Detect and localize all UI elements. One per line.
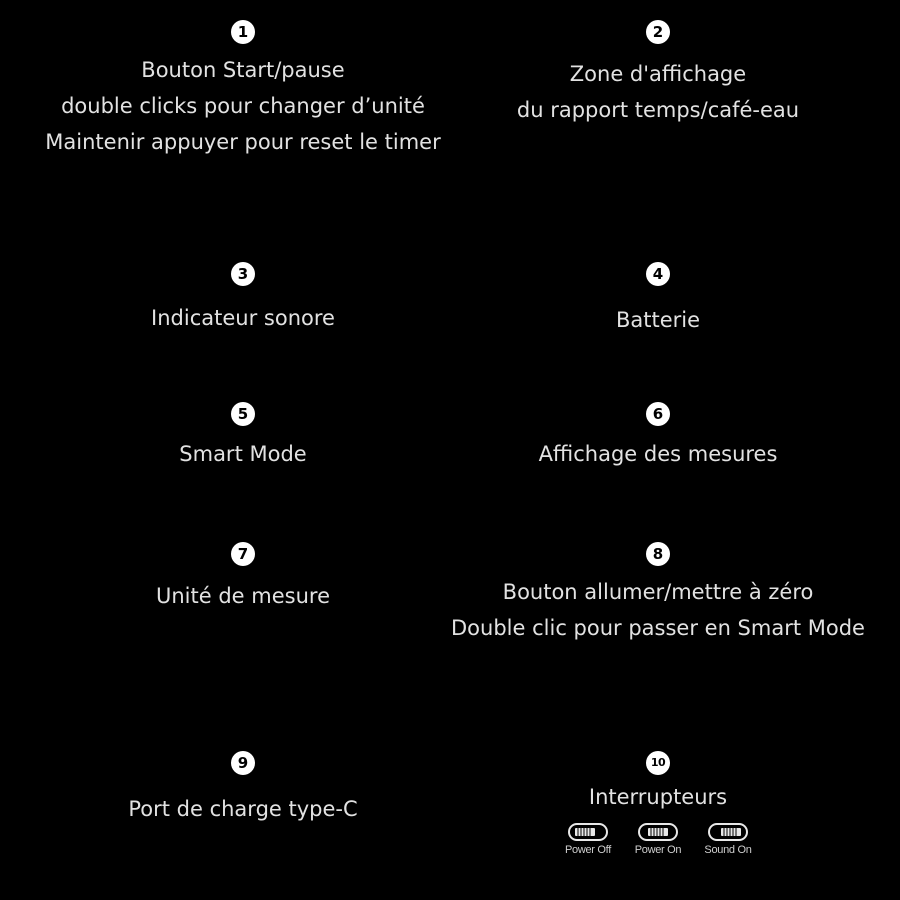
number-badge-3: 3 [231, 262, 255, 286]
item-1 [18, 20, 468, 160]
number-badge-9: 9 [231, 751, 255, 775]
item-1-line-2: double clicks pour changer d’unité [61, 94, 425, 118]
item-2-line-2: du rapport temps/café-eau [516, 98, 800, 122]
switch-label-power-on: Power On [634, 844, 682, 856]
switch-sound-on-icon [708, 823, 748, 841]
item-3-line-1: Indicateur sonore [151, 306, 335, 330]
item-9 [18, 751, 468, 827]
item-6 [433, 402, 883, 472]
item-10-line-1: Interrupteurs [588, 785, 728, 809]
item-9-line-1: Port de charge type-C [128, 797, 358, 821]
item-8-line-2: Double clic pour passer en Smart Mode [451, 616, 865, 640]
item-5 [18, 402, 468, 472]
number-badge-6: 6 [646, 402, 670, 426]
item-7 [18, 542, 468, 614]
switch-power-off-icon [568, 823, 608, 841]
number-badge-8: 8 [646, 542, 670, 566]
item-1-line-3: Maintenir appuyer pour reset le timer [45, 130, 441, 154]
item-5-line-1: Smart Mode [179, 442, 307, 466]
switch-label-power-off: Power Off [564, 844, 611, 856]
switch-label-sound-on: Sound On [704, 844, 752, 856]
item-1-line-1: Bouton Start/pause [141, 58, 345, 82]
switch-sound-on [700, 823, 756, 856]
switch-power-on-icon [638, 823, 678, 841]
item-4 [433, 262, 883, 338]
number-badge-5: 5 [231, 402, 255, 426]
item-2 [433, 20, 883, 128]
item-10 [433, 751, 883, 856]
number-badge-4: 4 [646, 262, 670, 286]
number-badge-1: 1 [231, 20, 255, 44]
switch-power-off [560, 823, 616, 856]
number-badge-10: 10 [646, 751, 670, 775]
item-7-line-1: Unité de mesure [156, 584, 330, 608]
item-4-line-1: Batterie [615, 308, 701, 332]
switch-diagram [433, 823, 883, 856]
number-badge-7: 7 [231, 542, 255, 566]
switch-power-on [630, 823, 686, 856]
item-8-line-1: Bouton allumer/mettre à zéro [502, 580, 814, 604]
number-badge-2: 2 [646, 20, 670, 44]
item-8 [433, 542, 883, 646]
item-6-line-1: Affichage des mesures [538, 442, 778, 466]
item-3 [18, 262, 468, 336]
item-2-line-1: Zone d'affichage [569, 62, 747, 86]
